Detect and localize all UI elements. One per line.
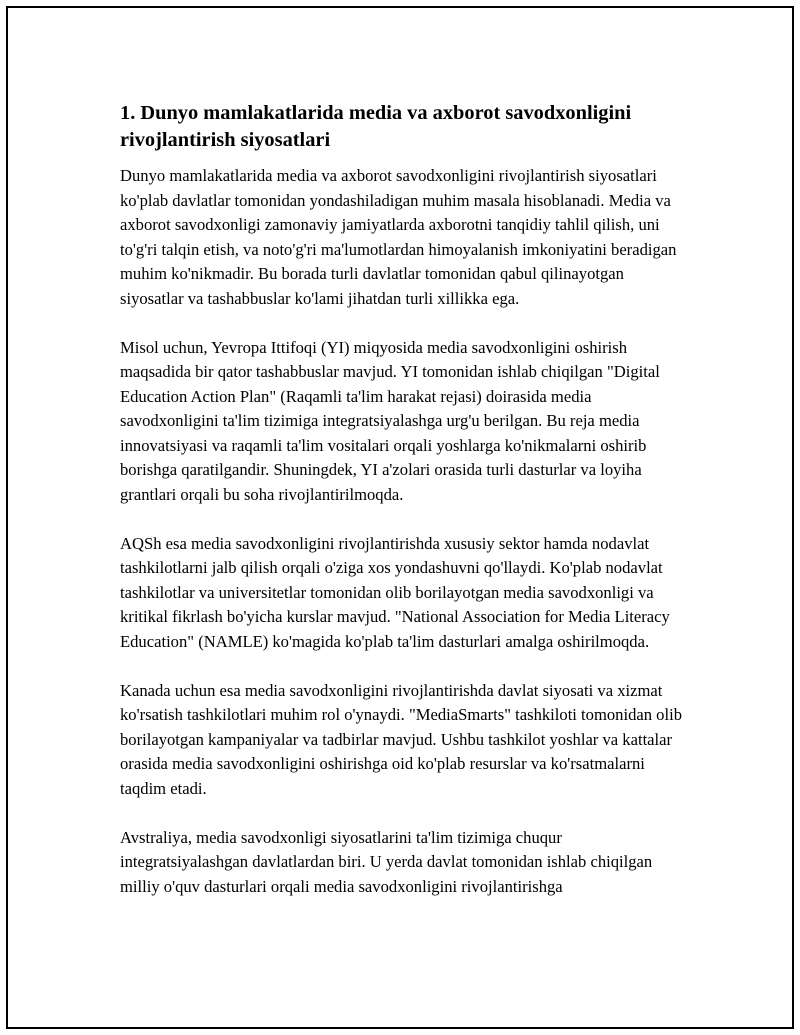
document-body: [120, 100, 690, 924]
section-heading: 1. Dunyo mamlakatlarida media va axborot savodxonligini rivojlantirish siyosatlari: [120, 102, 632, 151]
paragraph-2: Misol uchun, Yevropa Ittifoqi (YI) miqyosida media savodxonligini oshirish maqsadida bir qator tashabbuslar mavjud. YI tomonidan ishlab chiqilgan "Digital Education Action Plan" (Raqamli ta'lim harakat rejasi) doirasida media savodxonligini ta'lim tizimiga integratsiyalashga urg'u berilgan. Bu reja media innovatsiyasi va raqamli ta'lim vositalari orqali yoshlarga ko'nikmalarni oshirib borishga qaratilgandir. Shuningdek, YI a'zolari orasida turli dasturlar va loyiha grantlari orqali bu soha rivojlantirilmoqda.: [120, 337, 660, 504]
paragraph-1: Dunyo mamlakatlarida media va axborot savodxonligini rivojlantirish siyosatlari ko'plab davlatlar tomonidan yondashiladigan muhim masala hisoblanadi. Media va axborot savodxonligi zamonaviy jamiyatlarda axborotni tanqidiy tahlil qilish, uni to'g'ri talqin etish, va noto'g'ri ma'lumotlardan himoyalanish imkoniyatini beradigan muhim ko'nikmadir. Bu borada turli davlatlar tomonidan qabul qilinayotgan siyosatlar va tashabbuslar ko'lami jihatdan turli xillikka ega.: [120, 166, 677, 308]
paragraph-5: Avstraliya, media savodxonligi siyosatlarini ta'lim tizimiga chuqur integratsiyalashgan davlatlardan biri. U yerda davlat tomonidan ishlab chiqilgan milliy o'quv dasturlari orqali media savodxonligini rivojlantirishga: [120, 827, 653, 896]
paragraph-4: Kanada uchun esa media savodxonligini rivojlantirishda davlat siyosati va xizmat ko'rsatish tashkilotlari muhim rol o'ynaydi. "MediaSmarts" tashkiloti tomonidan olib borilayotgan kampaniyalar va tadbirlar mavjud. Ushbu tashkilot yoshlar va kattalar orasida media savodxonligini oshirishga oid ko'plab resurslar va ko'rsatmalarni taqdim etadi.: [120, 680, 682, 798]
page-border: [6, 6, 794, 1029]
paragraph-3: AQSh esa media savodxonligini rivojlantirishda xususiy sektor hamda nodavlat tashkilotlarni jalb qilish orqali o'ziga xos yondashuvni qo'llaydi. Ko'plab nodavlat tashkilotlar va universitetlar tomonidan olib borilayotgan media savodxonligi va kritikal fikrlash bo'yicha kurslar mavjud. "National Association for Media Literacy Education" (NAMLE) ko'magida ko'plab ta'lim dasturlari amalga oshirilmoqda.: [120, 533, 670, 651]
